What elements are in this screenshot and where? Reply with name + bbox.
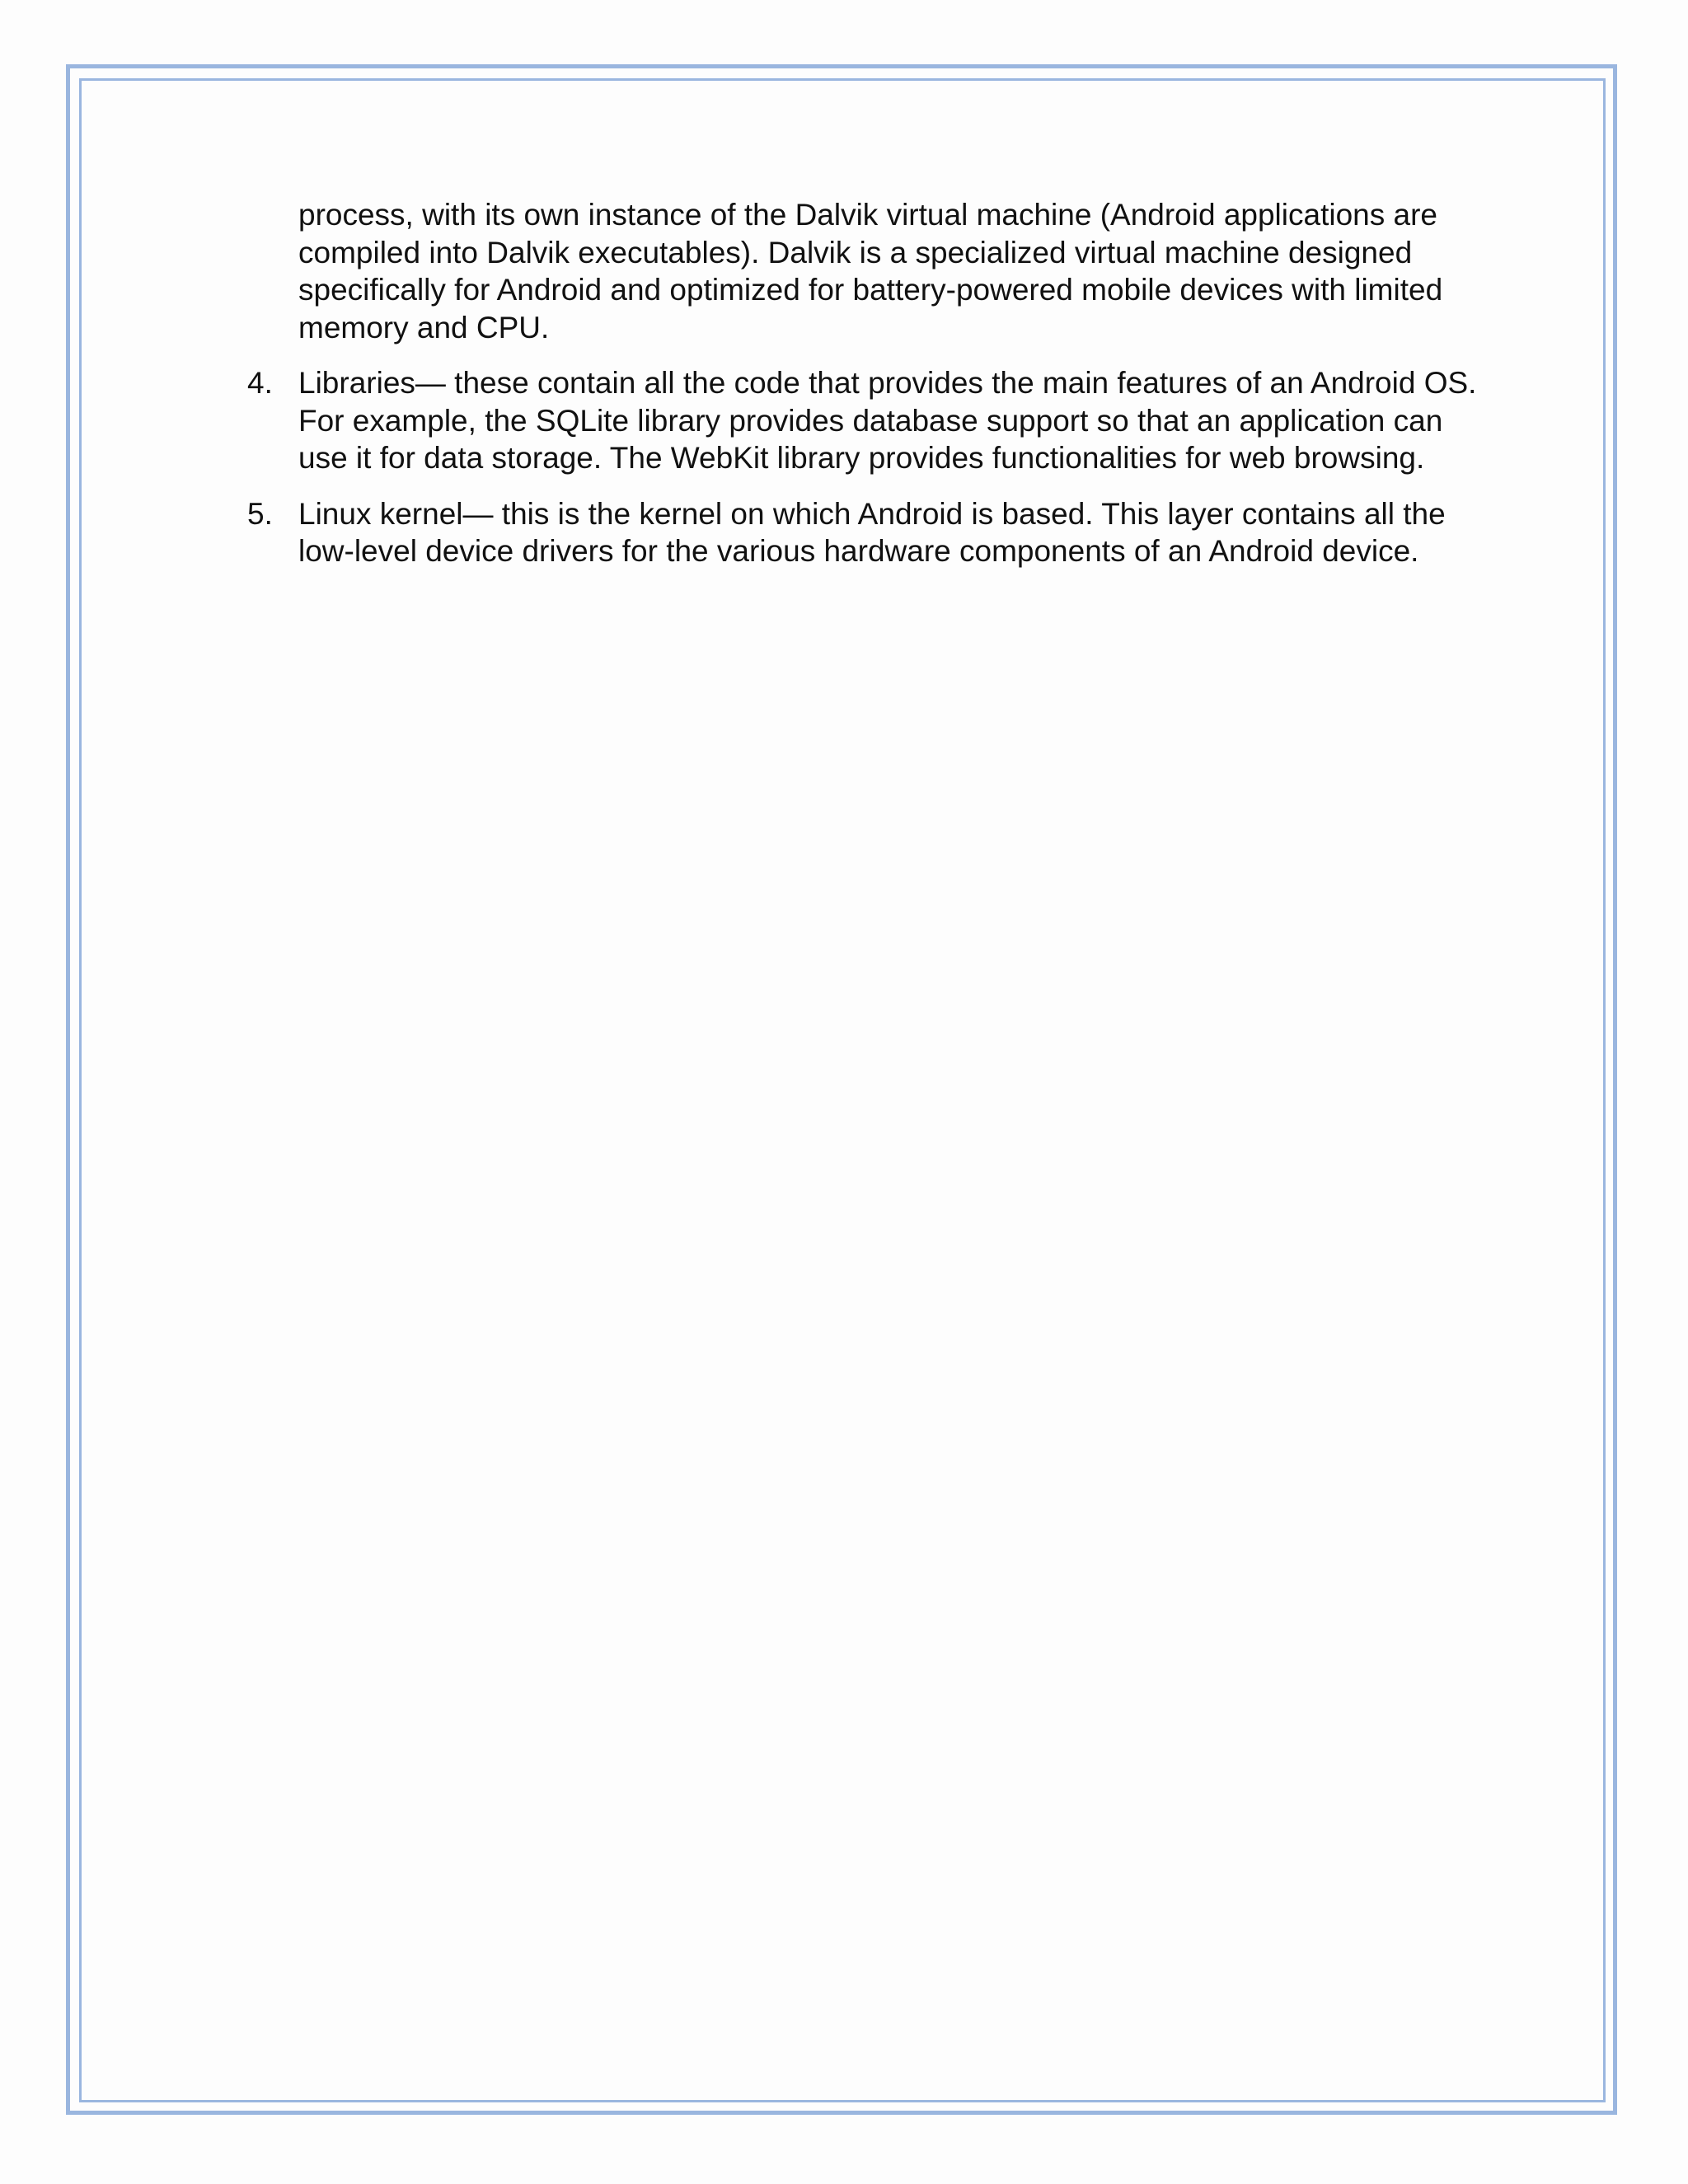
document-body — [247, 196, 1500, 570]
list-item-text: Linux kernel— this is the kernel on which Android is based. This layer contains all the low-level device drivers for the various hardware components of an Android device. — [298, 496, 1446, 568]
list-item-text: Libraries— these contain all the code that provides the main features of an Android OS. For example, the SQLite library provides database support so that an application can use it for data storage. The WebKit library provides functionalities for web browsing. — [298, 366, 1477, 475]
list-item — [247, 364, 1500, 477]
list-item-number: 5. — [247, 496, 273, 531]
continuation-paragraph: process, with its own instance of the Dalvik virtual machine (Android applications are compiled into Dalvik executables). Dalvik is a specialized virtual machine designed specifically for Android and optimized for battery-powered mobile devices with limited memory and CPU. — [298, 198, 1443, 344]
list-item — [247, 495, 1500, 570]
list-item-number: 4. — [247, 366, 273, 400]
